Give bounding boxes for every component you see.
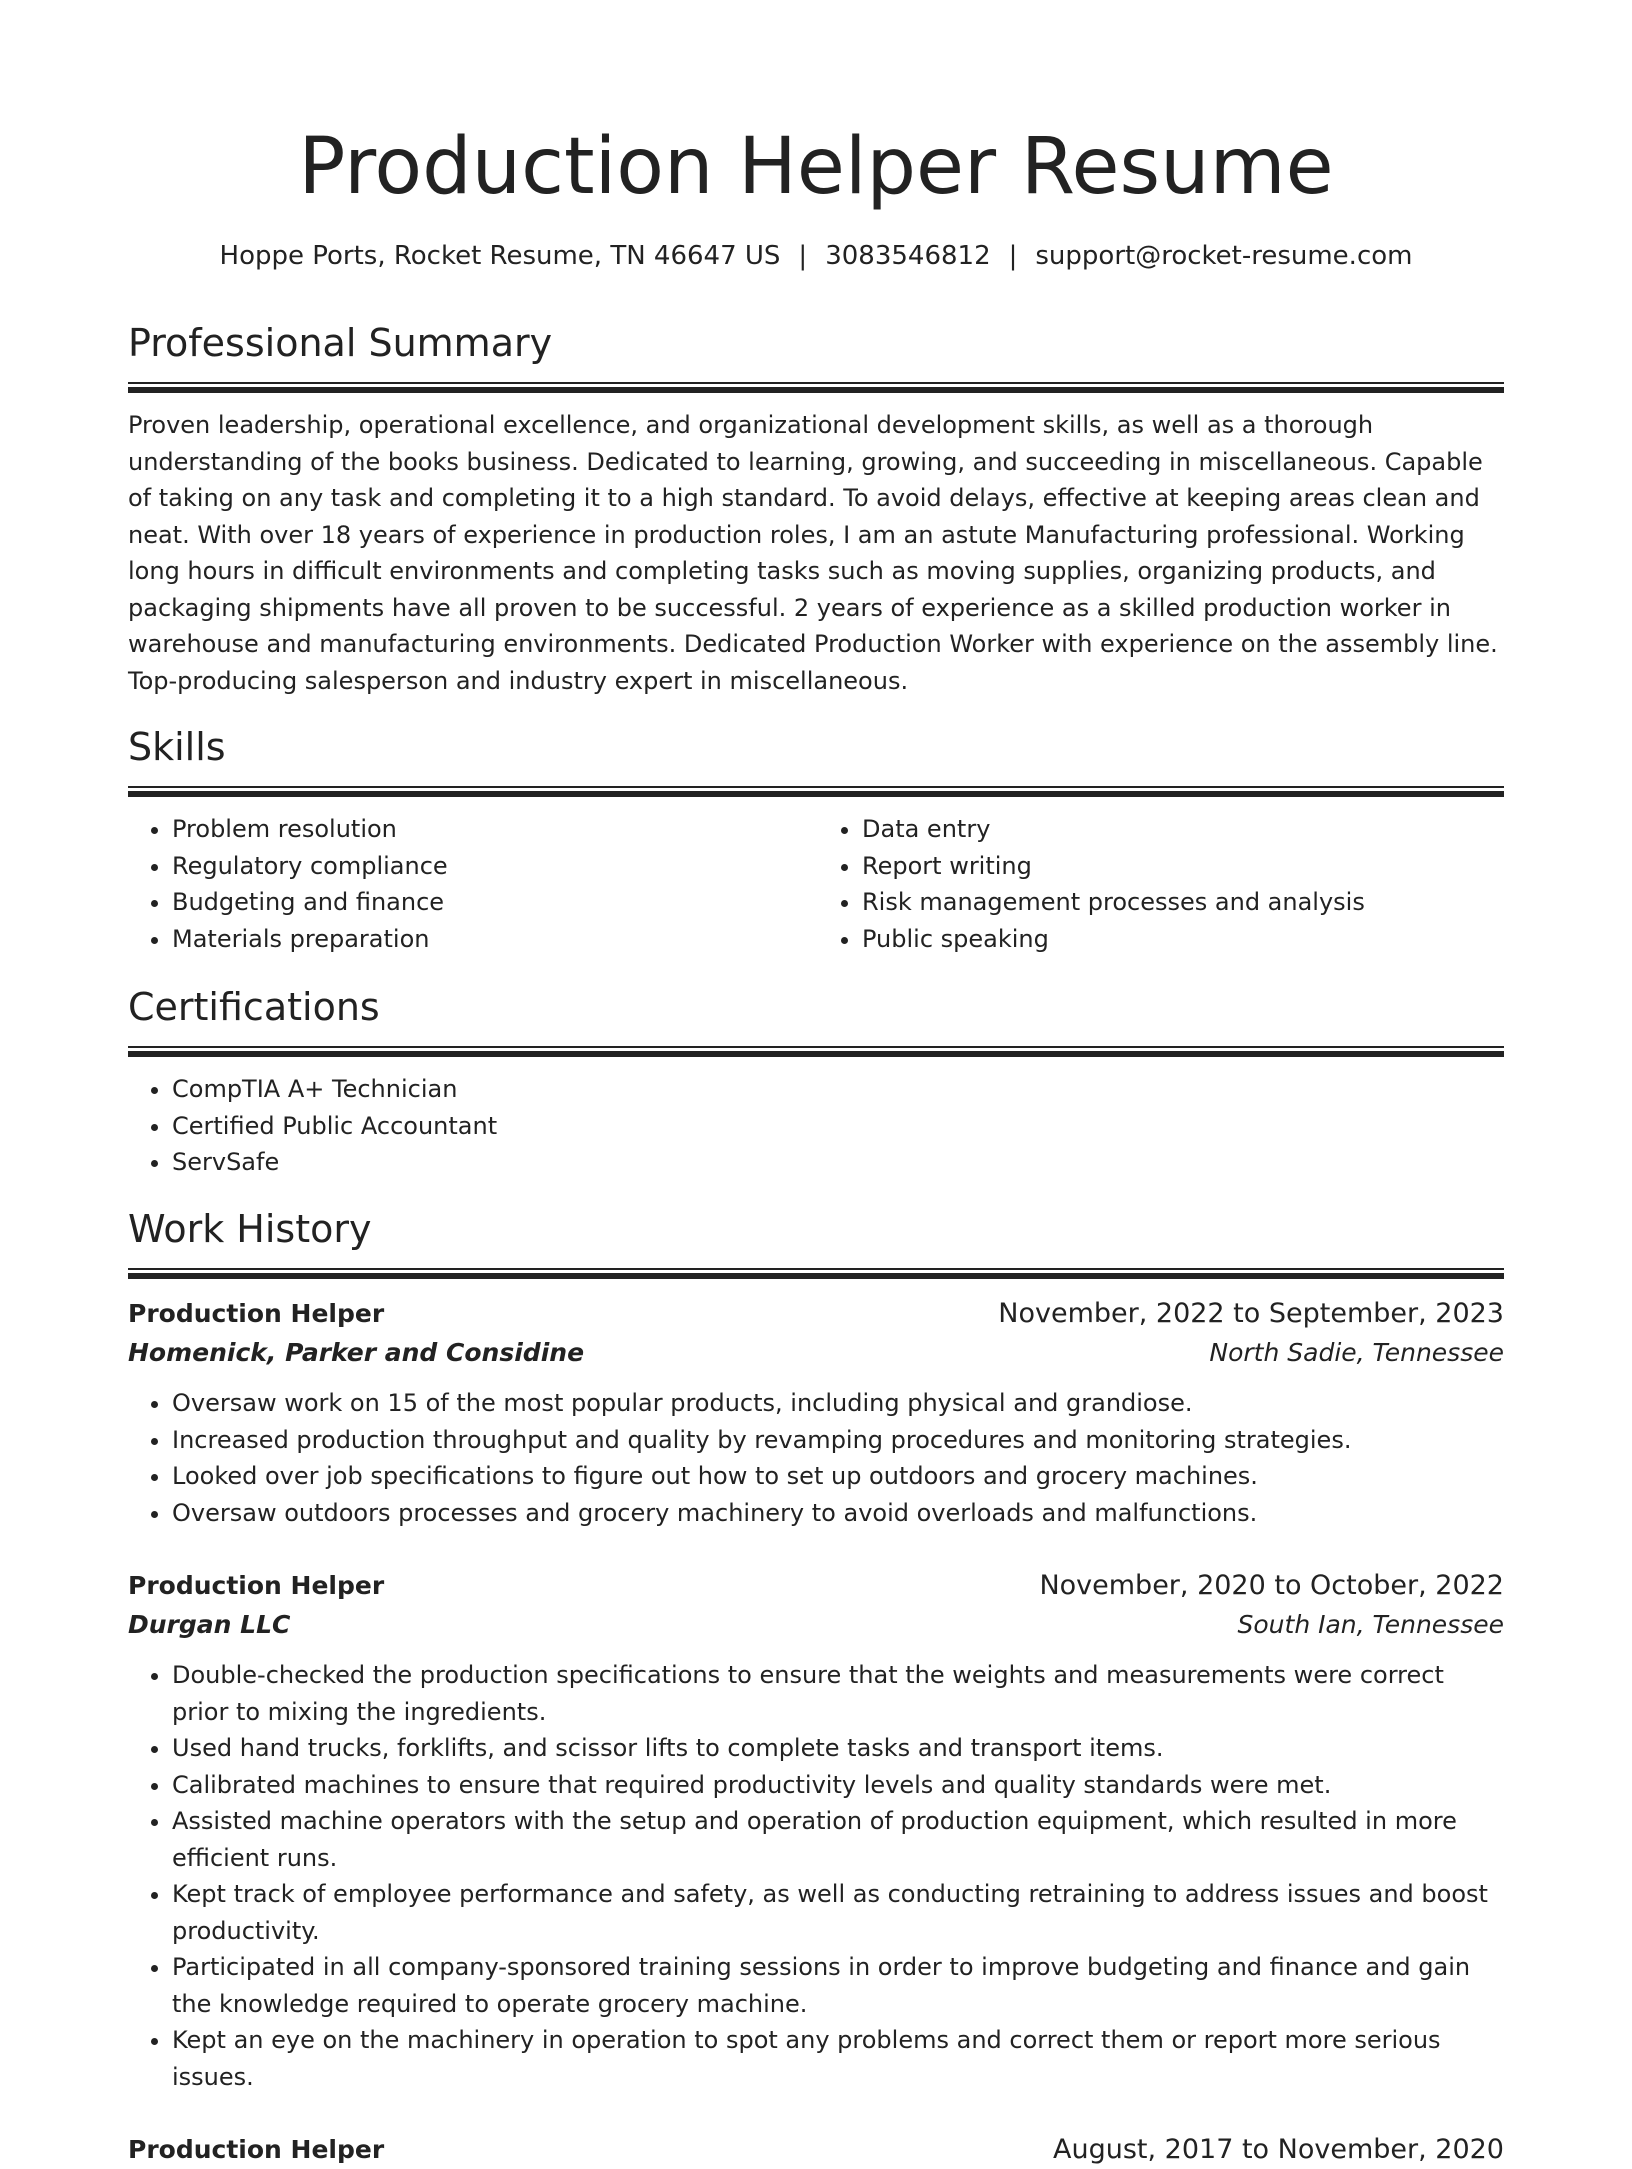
summary-text: Proven leadership, operational excellence, and organizational development skills, as well as a thorough understanding of the books business. Dedicated to learning, growing, and succeeding in miscellaneous. Capable of taking on any task and completing it to a high standard. To avoid delays, effective at keeping areas clean and neat. With over 18 years of experience in production roles, I am an astute Manufacturing professional. Working long hours in difficult environments and completing tasks such as moving supplies, organizing products, and packaging shipments have all proven to be successful. 2 years of experience as a skilled production worker in warehouse and manufacturing environments. Dedicated Production Worker with experience on the assembly line. Top-producing salesperson and industry expert in miscellaneous.	[128, 411, 1498, 695]
contact-separator: |	[1008, 241, 1018, 271]
skill-item: • Public speaking	[862, 921, 1504, 958]
section-heading: Professional Summary	[128, 321, 553, 365]
job-bullet: • Kept an eye on the machinery in operation to spot any problems and correct them or report more serious issues.	[172, 2022, 1504, 2095]
job-dates: November, 2022 to September, 2023	[998, 1298, 1504, 1329]
section-heading: Skills	[128, 725, 226, 769]
work-history-section	[128, 1204, 1504, 2169]
job-bullet: • Calibrated machines to ensure that required productivity levels and quality standards were met.	[172, 1767, 1504, 1804]
section-divider	[128, 1268, 1504, 1279]
skills-grid	[128, 797, 1504, 957]
professional-summary-section	[128, 318, 1504, 699]
certifications-section	[128, 982, 1504, 1181]
job-bullet: • Looked over job specifications to figure out how to set up outdoors and grocery machines.	[172, 1458, 1504, 1495]
job-dates: November, 2020 to October, 2022	[1039, 1570, 1504, 1601]
job-bullets	[128, 1657, 1504, 2095]
contact-address: Hoppe Ports, Rocket Resume, TN 46647 US	[219, 241, 781, 271]
section-divider	[128, 786, 1504, 797]
skill-item: • Report writing	[862, 848, 1504, 885]
job-header	[128, 1295, 1504, 1333]
skill-item: • Regulatory compliance	[172, 848, 816, 885]
skills-list-left	[128, 811, 816, 957]
job-location: South Ian, Tennessee	[1237, 1610, 1504, 1639]
skills-section	[128, 722, 1504, 957]
job-entry	[128, 1567, 1504, 2095]
job-bullet: • Used hand trucks, forklifts, and scissor lifts to complete tasks and transport items.	[172, 1730, 1504, 1767]
job-bullet: • Double-checked the production specifications to ensure that the weights and measurements were correct prior to mixing the ingredients.	[172, 1657, 1504, 1730]
resume-page	[128, 0, 1504, 2165]
section-divider	[128, 1046, 1504, 1057]
skill-item: • Problem resolution	[172, 811, 816, 848]
job-bullets	[128, 1385, 1504, 1531]
resume-title: Production Helper Resume	[298, 122, 1334, 212]
job-title: Production Helper	[128, 1571, 385, 1600]
skills-list-right	[816, 811, 1504, 957]
job-header	[128, 1567, 1504, 1605]
section-divider	[128, 382, 1504, 393]
job-header	[128, 2131, 1504, 2169]
job-subheader	[128, 1333, 1504, 1373]
job-entry	[128, 2131, 1504, 2169]
contact-separator: |	[798, 241, 808, 271]
section-heading: Certifications	[128, 985, 380, 1029]
job-title: Production Helper	[128, 2135, 385, 2164]
job-entry	[128, 1295, 1504, 1531]
job-bullet: • Assisted machine operators with the setup and operation of production equipment, which resulted in more efficient runs.	[172, 1803, 1504, 1876]
skill-item: • Risk management processes and analysis	[862, 884, 1504, 921]
certifications-list	[128, 1071, 1504, 1181]
job-bullet: • Participated in all company-sponsored training sessions in order to improve budgeting and finance and gain the knowledge required to operate grocery machine.	[172, 1949, 1504, 2022]
job-location: North Sadie, Tennessee	[1209, 1338, 1504, 1367]
section-heading: Work History	[128, 1207, 372, 1251]
contact-email: support@rocket-resume.com	[1035, 241, 1413, 271]
job-subheader	[128, 1605, 1504, 1645]
job-bullet: • Oversaw work on 15 of the most popular products, including physical and grandiose.	[172, 1385, 1504, 1422]
job-dates: August, 2017 to November, 2020	[1053, 2134, 1504, 2165]
skill-item: • Data entry	[862, 811, 1504, 848]
certification-item: • Certified Public Accountant	[172, 1108, 1504, 1145]
contact-line	[128, 239, 1504, 273]
certification-item: • CompTIA A+ Technician	[172, 1071, 1504, 1108]
skill-item: • Materials preparation	[172, 921, 816, 958]
job-bullet: • Oversaw outdoors processes and grocery machinery to avoid overloads and malfunctions.	[172, 1495, 1504, 1532]
job-title: Production Helper	[128, 1299, 385, 1328]
skill-item: • Budgeting and finance	[172, 884, 816, 921]
contact-phone: 3083546812	[825, 241, 991, 271]
job-bullet: • Kept track of employee performance and safety, as well as conducting retraining to address issues and boost productivity.	[172, 1876, 1504, 1949]
job-bullet: • Increased production throughput and quality by revamping procedures and monitoring strategies.	[172, 1422, 1504, 1459]
job-company: Durgan LLC	[128, 1610, 291, 1639]
job-company: Homenick, Parker and Considine	[128, 1338, 585, 1367]
certification-item: • ServSafe	[172, 1144, 1504, 1181]
